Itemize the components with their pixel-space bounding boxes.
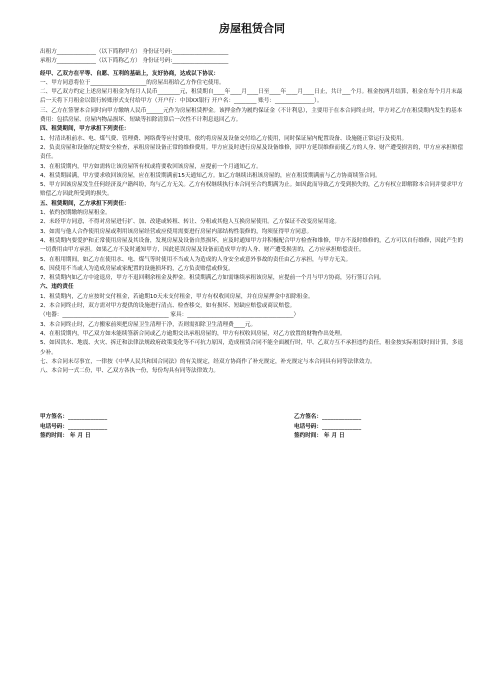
landlord-sign-date: 签约时间： 年 月 日 xyxy=(40,432,91,439)
section-6-item-2: 2、本合同终止时，双方需对甲方提供的设施进行清点、检查移交，如有损坏、短缺应赔偿或商议赔偿。 xyxy=(40,303,296,310)
clause-1: 一、甲方同意将位于____________________的房屋出租给乙方作住宅使用。 xyxy=(40,79,225,86)
section-6-item-4: 4、在租赁期内，甲乙双方如未能续签新合同或乙方逾期交出承租房屋的，甲方有权收回房屋，对乙方放置的财物作出处理。 xyxy=(40,330,346,337)
section-6-item-1: 1、租赁期内，乙方应按时交付租金，若逾期10天未支付租金，甲方有权收回房屋，并在房屋押金中扣除租金。 xyxy=(40,293,314,300)
line-landlord: 出租方______________（以下简称甲方） 身份证号码:____________________ xyxy=(40,49,229,55)
preamble: 经甲、乙双方在平等、自愿、互利的基础上，友好协商，达成以下协议： xyxy=(40,70,220,77)
landlord-signature xyxy=(40,413,210,441)
section-4-item-1: 1、付清出租前水、电、煤气费、管理费、网络费等应付费用，依约将房屋及设备交付给乙方使用，同时保证屋内配置设备、设施能正常运行及使用。 xyxy=(40,135,408,142)
landlord-sign-phone: 电话号码：______________ xyxy=(40,423,108,430)
section-5-item-3: 3、如需与他人合作使用房屋或利用该房屋经营或应使用需要进行房屋内部结构性装修的，均须征得甲方同意。 xyxy=(40,228,313,235)
section-6-heading: 六、违约责任 xyxy=(40,284,74,291)
section-5-item-2: 2、未经甲方同意，不得对房屋进行扩、加、改建或转租、转让、分租或其他人互换房屋使用。乙方保证不改变房屋用途。 xyxy=(40,219,341,226)
section-5-item-1: 1、依约按期缴纳房屋租金。 xyxy=(40,210,111,217)
section-4-heading: 四、租赁期间，甲方承担下列责任： xyxy=(40,126,130,133)
section-4-item-3: 3、在租赁期内，甲方如需转让该房屋所有权或将要收回该房屋，应提前一个月通知乙方。 xyxy=(40,163,262,170)
section-5-heading: 五、租赁期间，乙方承担下列责任： xyxy=(40,200,130,207)
contract-title: 房屋租赁合同 xyxy=(219,22,285,35)
section-6-appliances: （电器：______________________________________ 家具：______________________________________） xyxy=(40,312,300,319)
clause-2: 二、甲乙双方约定上述房屋月租金为每月人民币________元，租赁期自____年____月____日至____年____月____日止，共计___个月。租金按两月结算，租金在每个月月末最后一天将下月租金以银行转账形式支付给甲方（开户行：中国XX银行 开户名：________ 账号：______________）。 xyxy=(40,89,463,105)
tenant-sign-phone: 电话号码：______________ xyxy=(294,423,362,430)
clause-3: 三、乙方在签署本合同时向甲方缴纳人民币______元作为房屋租赁押金。该押金作为履约保证金（不计利息），主要用于在本合同终止时，甲方对乙方在租赁期内发生的基本费用：包括房屋、房屋内物品损坏、短缺等扣除清算后一次性不计利息退回乙方。 xyxy=(40,107,463,124)
tenant-sign-name: 乙方签名：______________ xyxy=(294,414,362,421)
section-7: 七、本合同未尽事宜，一律按《中华人民共和国合同法》的有关规定，经双方协商作了补充规定，补充规定与本合同具有同等法律效力。 xyxy=(40,358,376,365)
section-4-item-5: 5、甲方因该房屋发生任何经济及户籍纠纷，均与乙方无关。乙方有权继续执行本合同至合约期满为止。如因此而导致乙方受到损失的，乙方有权立即解除本合同并要求甲方赔偿乙方因此所受到的损失。 xyxy=(40,182,464,198)
landlord-sign-name: 甲方签名：______________ xyxy=(40,414,108,421)
section-4-item-2: 2、负责房屋和设备的定期安全检查，承租房屋设备正常的维修费用。甲方应及时进行房屋及设备维修，因甲方延误维修而使乙方的人身、财产遭受损害的，甲方应承担赔偿责任。 xyxy=(40,144,464,161)
line-tenant: 承租方______________（以下简称乙方） 身份证号码:____________________ xyxy=(40,58,229,65)
section-5-item-5: 5、在租用期间，如乙方在使用水、电、煤气等时使用不当或人为造成的人身安全或意外事故的责任由乙方承担，与甲方无关。 xyxy=(40,256,352,263)
section-5-item-4: 4、租赁期内要爱护和正常使用房屋及其设备，发现房屋及设备自然损坏，应及时通知甲方并积极配合甲方检查和维修，甲方不及时维修的，乙方可以自行维修，因此产生的一切费用由甲方承担。如果乙方不及时通知甲方，因此延误房屋及设备而造成甲方的人身、财产遭受损害的，乙方应承担赔偿责任。 xyxy=(40,237,464,254)
tenant-sign-date: 签约时间： 年 月 日 xyxy=(294,432,345,439)
section-5-item-7: 7、租赁期内如乙方中途退房，甲方不退回剩余租金及押金。租赁期满乙方如需继续承租该房屋，应提前一个月与甲方协商，另行签订合同。 xyxy=(40,275,385,282)
section-6-item-5: 5、如因洪水、地震、火灾、拆迁和法律法规政府政策变化等不可抗力原因，造成租赁合同不能全面履行时，甲、乙双方互不承担违约责任，租金按实际租赁时间计算，多退少补。 xyxy=(40,340,464,356)
section-4-item-4: 4、租赁期届满，甲方要求收回该房屋，应在租赁期满前15天通知乙方。如乙方继续出租该房屋的，应在租赁期满前与乙方协商续签合同。 xyxy=(40,172,381,179)
section-6-item-3: 3、本合同终止时，乙方搬家前须把房屋卫生清理干净，否则需扣除卫生清理费____元。 xyxy=(40,321,257,328)
tenant-signature xyxy=(294,413,464,441)
section-8: 八、本合同一式二份，甲、乙双方各执一份，每份均具有同等法律效力。 xyxy=(40,368,220,375)
section-5-item-6: 6、因使用不当或人为造成房屋或家配置的设施损坏的，乙方负责赔偿或修复。 xyxy=(40,265,234,272)
signature-block xyxy=(40,413,464,441)
